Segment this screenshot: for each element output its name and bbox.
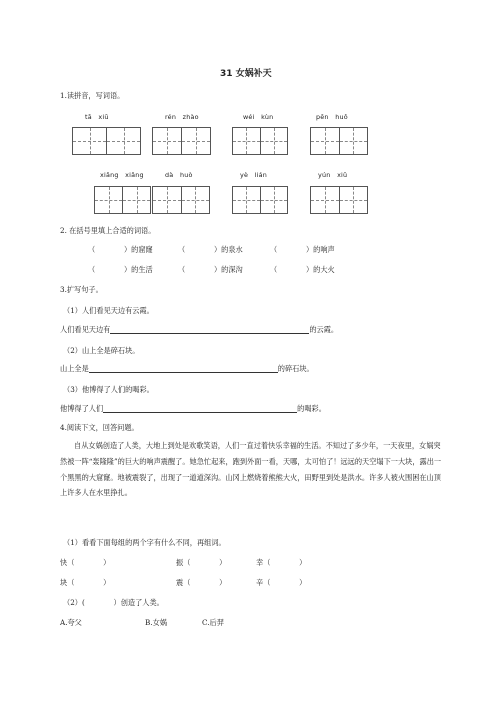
q2-heading: 2. 在括号里填上合适的词语。	[60, 226, 156, 235]
pinyin-6: dà huò	[165, 171, 193, 179]
q4-pair-2b[interactable]: 震（ ）	[176, 578, 227, 587]
q2-blank-3[interactable]: （ ）的响声	[270, 245, 335, 254]
q3-expand-3-pre: 他博得了人们	[60, 404, 104, 413]
writing-grid-1[interactable]	[72, 127, 141, 155]
pinyin-8: yún xiǔ	[318, 171, 348, 179]
q4-passage: 自从女娲创造了人类，大地上到处是欢歌笑语，人们一直过着快乐幸福的生活。不知过了多少年，一天夜里，女娲突然被一阵“轰隆隆”的巨大的响声震醒了。她急忙起来，跑到外面一看，天哪，太可怕了！远远的天空塌下一大块，露出一个黑黑的大窟窿。地被震裂了，出现了一道道深沟。山冈上燃烧着熊熊大火，田野里到处是洪水。许多人被火围困在山顶上许多人在水里挣扎。	[60, 441, 442, 498]
q3-expand-1	[60, 325, 338, 334]
q3-expand-2-pre: 山上全是	[60, 364, 89, 373]
writing-grid-7[interactable]	[232, 186, 288, 214]
q4-pair-2a[interactable]: 振（ ）	[176, 558, 227, 567]
writing-grid-6[interactable]	[152, 186, 210, 214]
pinyin-4: pēn huǒ	[316, 113, 348, 121]
writing-grid-5[interactable]	[94, 186, 151, 214]
q3-expand-2-post: 的碎石块。	[277, 364, 314, 373]
q3-expand-2	[60, 364, 314, 373]
q2-blank-1[interactable]: （ ）的窟窿	[88, 245, 153, 254]
q1-heading: 1.读拼音，写词语。	[60, 91, 125, 100]
q3-heading: 3.扩写句子。	[60, 285, 103, 294]
page-title: 31 女娲补天	[220, 69, 272, 79]
writing-grid-8[interactable]	[310, 186, 368, 214]
option-b[interactable]: B.女娲	[145, 618, 167, 627]
q2-blank-2[interactable]: （ ）的泉水	[178, 245, 243, 254]
writing-grid-4[interactable]	[310, 127, 368, 155]
writing-grid-2[interactable]	[152, 127, 211, 155]
q4-pair-3a[interactable]: 幸（ ）	[256, 558, 307, 567]
q4-pair-3b[interactable]: 辛（ ）	[256, 578, 307, 587]
q3-sentence-1: （1）人们看见天边有云霞。	[63, 306, 154, 315]
pinyin-5: xiǎng xiǎng	[100, 171, 144, 179]
pinyin-3: wéi kùn	[243, 113, 274, 121]
q3-sentence-2: （2）山上全是碎石块。	[63, 346, 140, 355]
q3-expand-3	[60, 404, 326, 413]
q3-expand-3-post: 的喝彩。	[297, 404, 326, 413]
q4-pair-1b[interactable]: 块（ ）	[60, 578, 111, 587]
pinyin-1: tā xiū	[85, 113, 109, 121]
q2-blank-6[interactable]: （ ）的大火	[270, 265, 335, 274]
q3-sentence-3: （3）他博得了人们的喝彩。	[63, 385, 154, 394]
q2-blank-5[interactable]: （ ）的深沟	[178, 265, 243, 274]
q3-answer-line-1[interactable]	[110, 325, 309, 334]
option-a[interactable]: A.夸父	[60, 618, 82, 627]
q4-pair-1a[interactable]: 快（ ）	[60, 558, 111, 567]
q3-answer-line-3[interactable]	[103, 404, 297, 413]
q3-expand-1-pre: 人们看见天边有	[60, 325, 111, 334]
writing-grid-3[interactable]	[232, 127, 288, 155]
q4-sub1: （1）看看下面每组的两个字有什么不同，再组词。	[63, 538, 226, 547]
q4-sub2: （2）( ）创造了人类。	[63, 598, 164, 607]
pinyin-7: yè lián	[240, 171, 268, 179]
q2-blank-4[interactable]: （ ）的生活	[88, 265, 153, 274]
q3-expand-1-post: 的云霞。	[309, 325, 339, 334]
q4-heading: 4.阅读下文，回答问题。	[60, 423, 139, 432]
pinyin-2: rén zhào	[165, 113, 199, 121]
option-c[interactable]: C.后羿	[202, 618, 224, 627]
q3-answer-line-2[interactable]	[89, 364, 278, 373]
